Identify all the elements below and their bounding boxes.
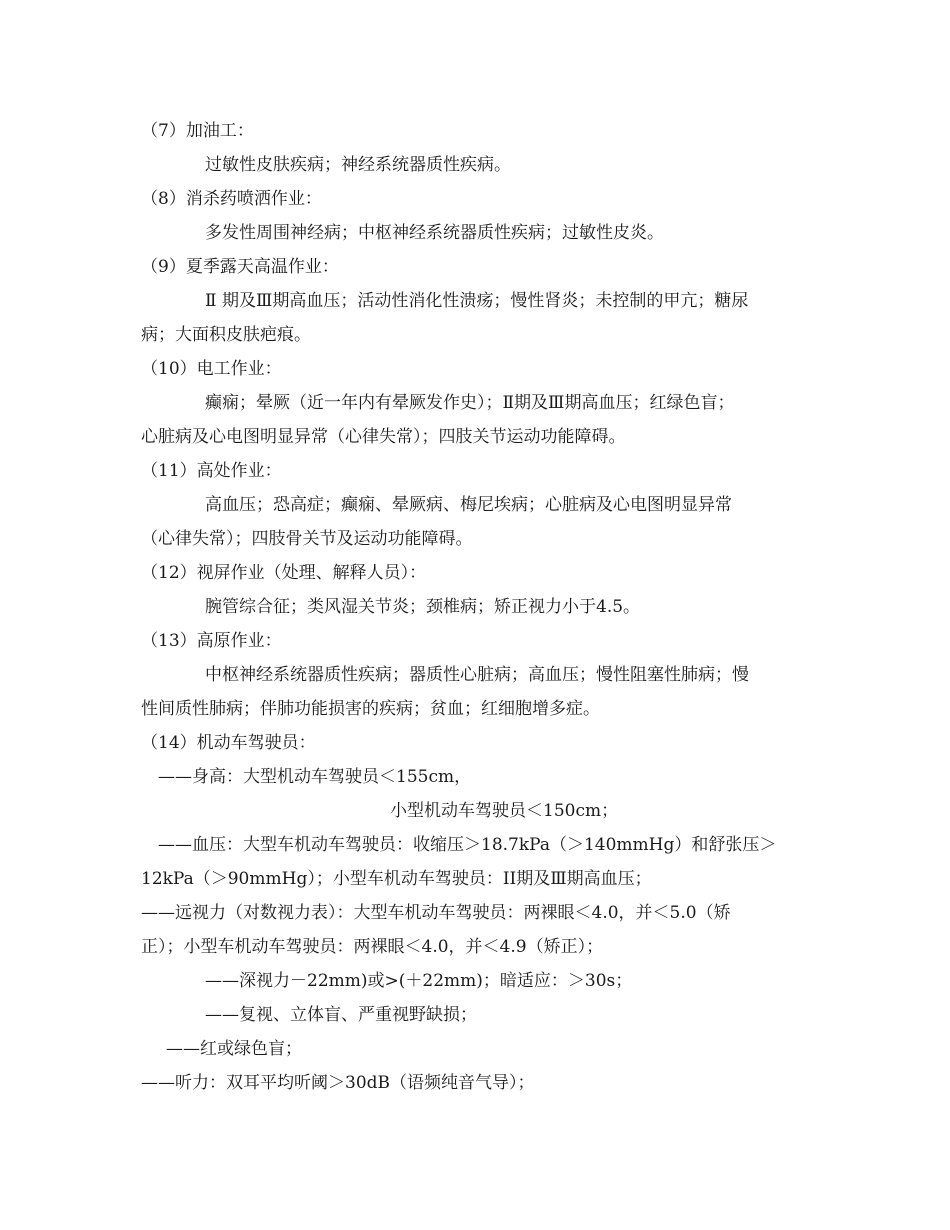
section-heading-12: （12）视屏作业（处理、解释人员）： [141,563,427,583]
paragraph-line: ——身高：大型机动车驾驶员＜155cm， [158,767,472,787]
paragraph-line: ——红或绿色盲； [166,1039,302,1059]
section-heading-7: （7）加油工： [141,121,254,141]
paragraph-line: 高血压；恐高症；癫痫、晕厥病、梅尼埃病；心脏病及心电图明显异常 [205,495,732,515]
section-heading-9: （9）夏季露天高温作业： [141,257,339,277]
paragraph-line: （心律失常）；四肢骨关节及运动功能障碍。 [141,529,473,549]
paragraph-line: ——深视力－22mm)或>(＋22mm)；暗适应：＞30s； [205,971,633,991]
paragraph-line: 多发性周围神经病；中枢神经系统器质性疾病；过敏性皮炎。 [205,223,664,243]
paragraph-line: 正）；小型车机动车驾驶员：两裸眼＜4.0，并＜4.9（矫正）； [141,937,604,957]
paragraph-line: ——血压：大型车机动车驾驶员：收缩压＞18.7kPa（＞140mmHg）和舒张压＞ [158,835,777,855]
paragraph-line: 病；大面积皮肤疤痕。 [141,325,311,345]
paragraph-line: 过敏性皮肤疾病；神经系统器质性疾病。 [205,155,511,175]
section-heading-8: （8）消杀药喷洒作业： [141,189,322,209]
paragraph-line: 癫痫；晕厥（近一年内有晕厥发作史）；Ⅱ期及Ⅲ期高血压；红绿色盲； [205,393,735,413]
paragraph-line: 小型机动车驾驶员＜150cm； [390,801,619,821]
section-heading-10: （10）电工作业： [141,359,282,379]
paragraph-line: 性间质性肺病；伴肺功能损害的疾病；贫血；红细胞增多症。 [141,699,600,719]
section-heading-11: （11）高处作业： [141,461,282,481]
paragraph-line: ——远视力（对数视力表）：大型车机动车驾驶员：两裸眼＜4.0，并＜5.0（矫 [141,903,731,923]
section-heading-14: （14）机动车驾驶员： [141,733,316,753]
paragraph-line: ——复视、立体盲、严重视野缺损； [205,1005,477,1025]
paragraph-line: 12kPa（＞90mmHg）；小型车机动车驾驶员：II期及Ⅲ期高血压； [141,869,652,889]
paragraph-line: ——听力：双耳平均听阈＞30dB（语频纯音气导）； [141,1073,535,1093]
paragraph-line: 中枢神经系统器质性疾病；器质性心脏病；高血压；慢性阻塞性肺病；慢 [205,665,749,685]
paragraph-line: 腕管综合征；类风湿关节炎；颈椎病；矫正视力小于4.5。 [205,597,641,617]
section-heading-13: （13）高原作业： [141,631,282,651]
paragraph-line: Ⅱ 期及Ⅲ期高血压；活动性消化性溃疡；慢性肾炎；未控制的甲亢；糖尿 [205,291,749,311]
paragraph-line: 心脏病及心电图明显异常（心律失常）；四肢关节运动功能障碍。 [141,427,626,447]
